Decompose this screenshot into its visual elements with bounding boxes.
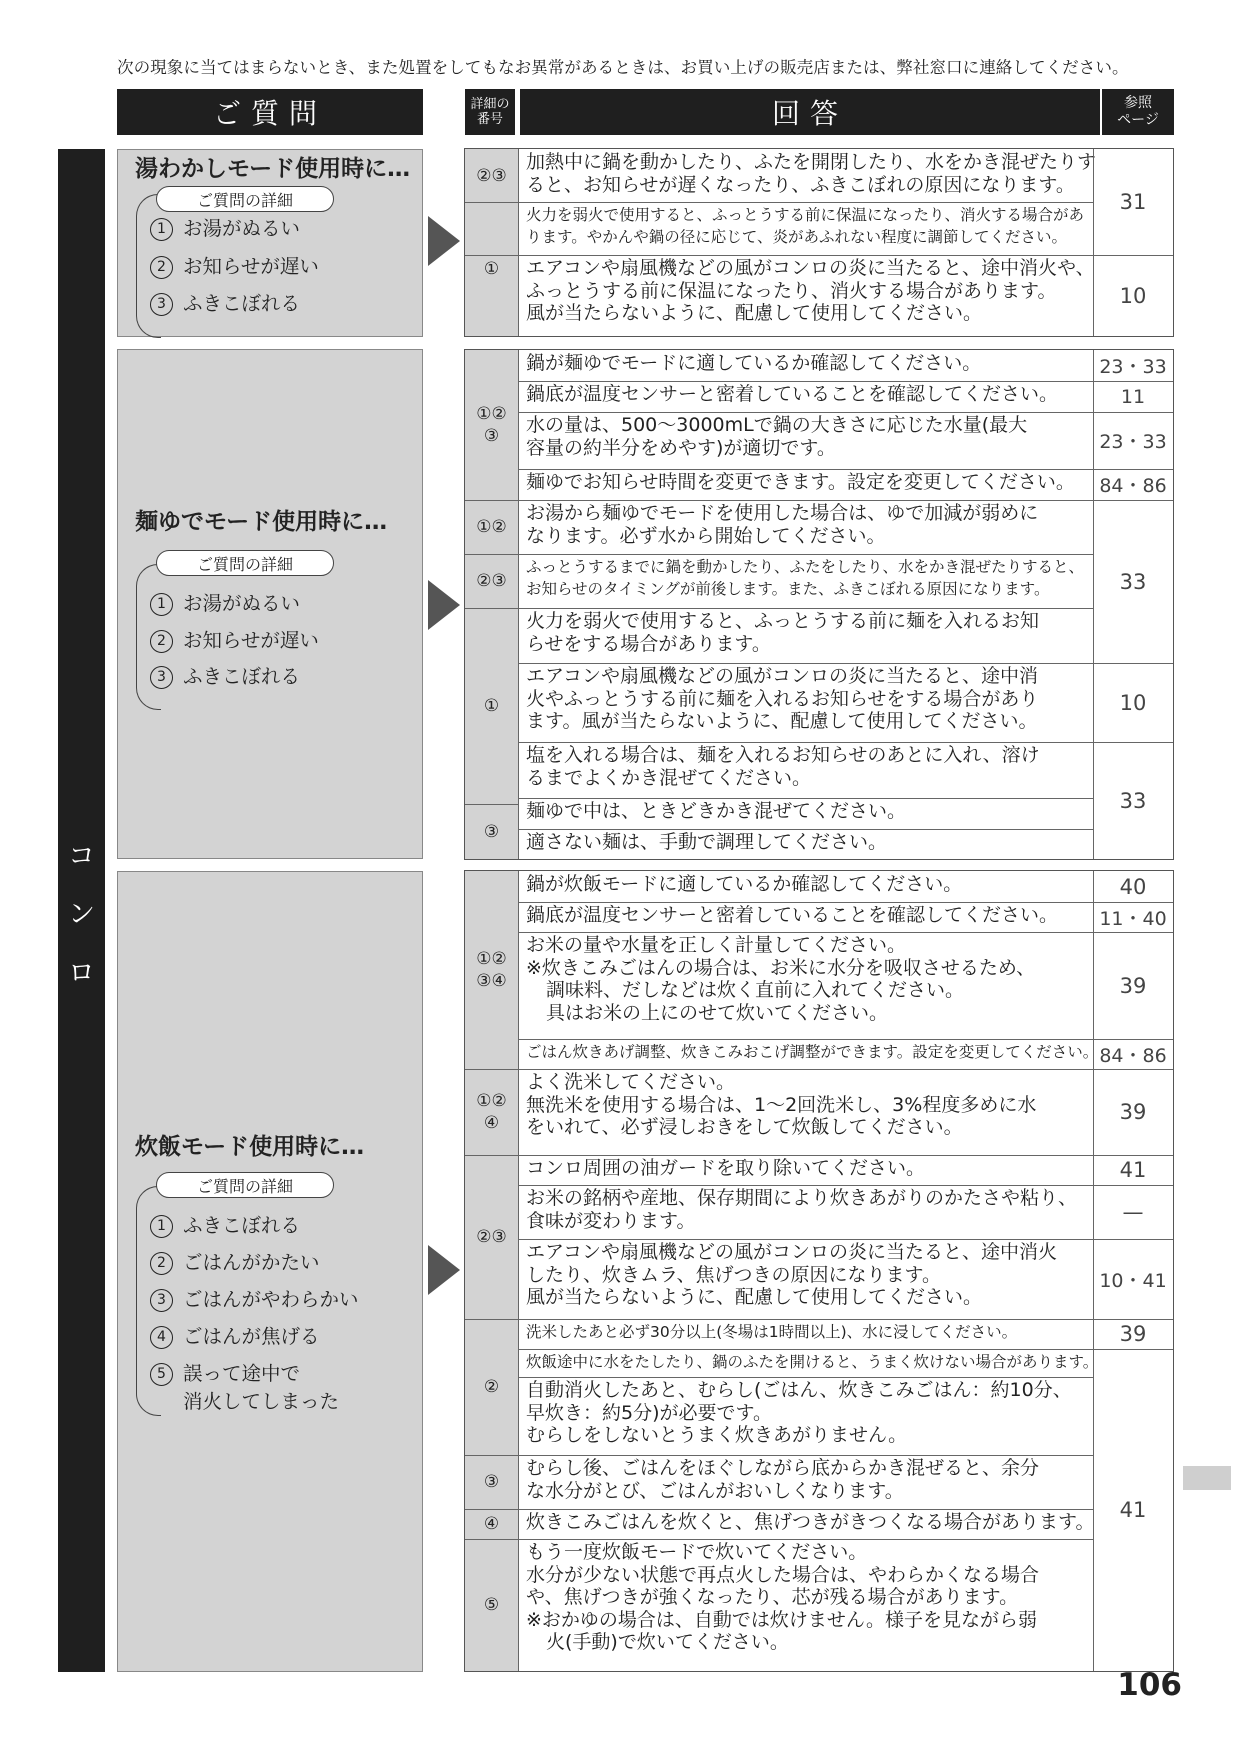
answer-line: 無洗米を使用する場合は、1〜2回洗米し、3%程度多めに水 — [526, 1093, 1037, 1116]
answer-line: 具はお米の上にのせて炊いてください。 — [546, 1001, 889, 1024]
item-text: ふきこぼれる — [183, 665, 301, 688]
detail-label: ご質問の詳細 — [156, 1172, 334, 1198]
answer-cell — [518, 932, 1093, 1039]
question-item — [150, 253, 319, 280]
answer-line: 風が当たらないように、配慮して使用してください。 — [526, 302, 983, 324]
answer-line: 容量の約半分をめやす)が適切です。 — [526, 436, 836, 459]
reference-page-cell: 11・40 — [1099, 907, 1167, 930]
divider — [518, 1349, 1173, 1350]
answer-line: エアコンや扇風機などの風がコンロの炎に当たると、途中消火 — [526, 1241, 1058, 1263]
answer-cell — [518, 1155, 1093, 1185]
detail-number-cell: ③ — [465, 804, 518, 859]
divider — [465, 608, 1093, 609]
reference-page-cell: 41 — [1119, 1158, 1147, 1182]
question-item — [150, 290, 300, 317]
divider — [465, 1539, 1093, 1540]
divider — [465, 1509, 1093, 1510]
answer-grid-rice — [464, 870, 1174, 1672]
divider — [465, 804, 518, 805]
answer-line: ふっとうするまでに鍋を動かしたり、ふたをしたり、水をかき混ぜたりすると、 — [526, 558, 1085, 576]
question-item — [150, 1360, 300, 1387]
header-detail-number — [465, 89, 515, 135]
answer-line: したり、炊きムラ、焦げつきの原因になります。 — [526, 1263, 941, 1286]
item-text: お湯がぬるい — [183, 592, 301, 615]
answer-line: 火力を弱火で使用すると、ふっとうする前に麺を入れるお知 — [526, 610, 1040, 632]
item-text: ふきこぼれる — [183, 1214, 301, 1237]
reference-page-cell: 39 — [1119, 1322, 1147, 1346]
item-number: 3 — [150, 666, 173, 689]
answer-cell — [518, 1069, 1093, 1155]
sidebar-char: ロ — [68, 958, 95, 989]
answer-line: 火力を弱火で使用すると、ふっとうする前に保温になったり、消火する場合があ — [526, 206, 1085, 224]
answer-line: ります。やかんや鍋の径に応じて、炎があふれない程度に調節してください。 — [526, 228, 1067, 246]
answer-cell — [518, 469, 1093, 500]
divider — [518, 798, 1093, 799]
item-number: 2 — [150, 256, 173, 279]
question-item — [150, 663, 300, 690]
reference-page-cell: 39 — [1119, 1100, 1147, 1124]
item-number: 4 — [150, 1326, 173, 1349]
answer-cell — [518, 742, 1093, 798]
divider — [465, 1319, 1173, 1320]
divider — [1093, 149, 1094, 336]
detail-number-cell: ③ — [465, 1455, 518, 1509]
answer-cell — [518, 350, 1093, 381]
question-title: 湯わかしモード使用時に… — [135, 156, 411, 182]
answer-cell — [518, 608, 1093, 663]
answer-line: 麺ゆでお知らせ時間を変更できます。設定を変更してください。 — [526, 471, 1075, 493]
answer-line: な水分がとび、ごはんがおいしくなります。 — [526, 1479, 904, 1502]
answer-line: 鍋が麺ゆでモードに適しているか確認してください。 — [526, 352, 982, 374]
reference-page-cell: 41 — [1119, 1498, 1147, 1522]
detail-number-cell: ⑤ — [465, 1539, 518, 1671]
item-text: ふきこぼれる — [183, 292, 301, 315]
divider — [518, 350, 519, 859]
question-item-continued: 消火してしまった — [183, 1390, 340, 1413]
item-text: お知らせが遅い — [183, 629, 319, 652]
question-item — [150, 590, 300, 617]
answer-line: お知らせのタイミングが前後します。また、ふきこぼれる原因になります。 — [526, 580, 1050, 598]
answer-cell — [518, 1455, 1093, 1509]
answer-line: 水分が少ない状態で再点火した場合は、やわらかくなる場合 — [526, 1563, 1040, 1586]
answer-cell — [518, 1377, 1093, 1455]
divider — [518, 1377, 1093, 1378]
answer-cell — [518, 149, 1097, 202]
reference-page-cell: 33 — [1119, 788, 1147, 813]
header-reference-page — [1102, 89, 1174, 135]
item-number: 5 — [150, 1363, 173, 1386]
item-text: お湯がぬるい — [183, 217, 301, 240]
answer-line: 適さない麺は、手動で調理してください。 — [526, 831, 888, 853]
item-number: 1 — [150, 593, 173, 616]
reference-page-cell: 39 — [1119, 973, 1147, 998]
answer-cell — [518, 1319, 1093, 1349]
question-box-noodle — [117, 349, 423, 859]
reference-page-cell: 10 — [1119, 283, 1147, 308]
reference-page-cell: 10・41 — [1099, 1269, 1167, 1292]
divider — [518, 149, 519, 336]
answer-cell — [518, 1185, 1093, 1239]
divider — [465, 1069, 1173, 1070]
reference-page-cell: 33 — [1119, 569, 1147, 594]
detail-number-cell: ④ — [465, 1509, 518, 1539]
divider — [518, 902, 1173, 903]
answer-line: 水の量は、500〜3000mLで鍋の大きさに応じた水量(最大 — [526, 414, 1028, 436]
divider — [518, 1039, 1173, 1040]
answer-line: コンロ周囲の油ガードを取り除いてください。 — [526, 1157, 926, 1179]
header-reference-page-line1: 参照 — [1124, 95, 1152, 111]
divider — [518, 381, 1173, 382]
detail-number-cell: ①② — [465, 500, 518, 554]
item-number: 3 — [150, 293, 173, 316]
divider — [1093, 871, 1094, 1671]
answer-line: 鍋底が温度センサーと密着していることを確認してください。 — [526, 383, 1059, 405]
item-text: ごはんがかたい — [183, 1251, 320, 1274]
detail-label: ご質問の詳細 — [156, 186, 334, 212]
answer-line: 炊きこみごはんを炊くと、焦げつきがきつくなる場合があります。 — [526, 1511, 1095, 1533]
sidebar-char: ン — [68, 899, 95, 930]
answer-cell — [518, 829, 1093, 859]
detail-number-cell: ①② ④ — [465, 1069, 518, 1155]
answer-line: や、焦げつきが強くなったり、芯が残る場合があります。 — [526, 1586, 1019, 1608]
question-item — [150, 1323, 320, 1350]
arrow-icon — [428, 580, 460, 630]
divider — [518, 829, 1093, 830]
divider — [465, 255, 1173, 256]
answer-line: 洗米したあと必ず30分以上(冬場は1時間以上)、水に浸してください。 — [526, 1323, 1018, 1341]
answer-cell — [518, 798, 1093, 829]
answer-line: よく洗米してください。 — [526, 1071, 736, 1093]
reference-page-cell: 40 — [1119, 874, 1147, 899]
answer-line: 炊飯途中に水をたしたり、鍋のふたを開けると、うまく炊けない場合があります。 — [526, 1353, 1099, 1371]
answer-cell — [518, 1349, 1099, 1377]
answer-line: ふっとうする前に保温になったり、消火する場合があります。 — [526, 279, 1057, 302]
item-text: ごはんが焦げる — [183, 1325, 320, 1348]
detail-number-cell: ① — [465, 202, 518, 336]
question-title: 麺ゆでモード使用時に… — [135, 509, 388, 535]
divider — [465, 202, 1093, 203]
answer-cell — [518, 412, 1093, 469]
divider — [518, 871, 519, 1671]
answer-line: なります。必ず水から開始してください。 — [526, 524, 886, 547]
divider — [465, 554, 1093, 555]
answer-cell — [518, 663, 1093, 742]
divider — [1093, 350, 1094, 859]
answer-grid-noodle — [464, 349, 1174, 860]
item-number: 2 — [150, 1252, 173, 1275]
intro-text: 次の現象に当てはまらないとき、また処置をしてもなお異常があるときは、お買い上げの販売店または、弊社窓口に連絡してください。 — [117, 58, 1129, 77]
answer-line: をいれて、必ず浸しおきをして炊飯してください。 — [526, 1116, 963, 1138]
arrow-icon — [428, 1245, 460, 1295]
divider — [518, 742, 1173, 743]
divider — [518, 663, 1173, 664]
answer-line: らせをする場合があります。 — [526, 632, 771, 655]
detail-number-cell: ②③ — [465, 554, 518, 608]
answer-line: 加熱中に鍋を動かしたり、ふたを開閉したり、水をかき混ぜたりす — [526, 151, 1097, 173]
question-item — [150, 1286, 359, 1313]
sidebar-char: コ — [68, 841, 95, 872]
answer-cell — [518, 500, 1093, 554]
answer-line: 火やふっとうする前に麺を入れるお知らせをする場合があり — [526, 687, 1039, 710]
answer-line: お米の量や水量を正しく計量してください。 — [526, 934, 907, 956]
answer-line: お湯から麺ゆでモードを使用した場合は、ゆで加減が弱めに — [526, 502, 1039, 524]
answer-line: 調味料、だしなどは炊く直前に入れてください。 — [546, 979, 965, 1001]
reference-page-cell: 11 — [1120, 385, 1146, 408]
item-text: ごはんがやわらかい — [183, 1288, 359, 1311]
header-detail-number-line1: 詳細の — [470, 97, 510, 112]
page-number: 106 — [1117, 1667, 1182, 1703]
answer-line: エアコンや扇風機などの風がコンロの炎に当たると、途中消 — [526, 665, 1039, 687]
answer-line: 火(手動)で炊いてください。 — [546, 1631, 789, 1653]
reference-page-cell: 31 — [1119, 190, 1147, 214]
divider — [518, 1185, 1173, 1186]
detail-number-cell: ① — [465, 608, 518, 804]
question-box-rice — [117, 871, 423, 1672]
item-text: お知らせが遅い — [183, 255, 319, 278]
question-title: 炊飯モード使用時に… — [135, 1134, 365, 1160]
answer-cell — [518, 871, 1093, 902]
item-number: 1 — [150, 218, 173, 241]
reference-page-cell: 84・86 — [1099, 1044, 1167, 1067]
detail-number-cell: ②③ — [465, 149, 518, 202]
answer-line: ます。風が当たらないように、配慮して使用してください。 — [526, 710, 1038, 732]
answer-line: 鍋底が温度センサーと密着していることを確認してください。 — [526, 904, 1059, 926]
answer-cell — [518, 381, 1093, 412]
header-answer: 回答 — [520, 89, 1100, 135]
answer-cell — [518, 554, 1093, 608]
reference-page-cell: 23・33 — [1099, 356, 1167, 378]
answer-line: 麺ゆで中は、ときどきかき混ぜてください。 — [526, 800, 907, 822]
answer-line: むらし後、ごはんをほぐしながら底からかき混ぜると、余分 — [526, 1457, 1040, 1479]
answer-line: ると、お知らせが遅くなったり、ふきこぼれの原因になります。 — [526, 173, 1075, 196]
answer-cell — [518, 1509, 1093, 1539]
divider — [518, 412, 1173, 413]
answer-cell — [518, 1039, 1099, 1069]
header-question: ご質問 — [117, 89, 423, 135]
answer-cell — [518, 1239, 1093, 1319]
item-number: 2 — [150, 630, 173, 653]
item-text: 誤って途中で — [183, 1362, 301, 1385]
answer-line: ※炊きこみごはんの場合は、お米に水分を吸収させるため、 — [526, 956, 1036, 979]
divider — [518, 469, 1173, 470]
answer-line: もう一度炊飯モードで炊いてください。 — [526, 1541, 868, 1563]
reference-page-cell: — — [1122, 1200, 1144, 1224]
detail-label: ご質問の詳細 — [156, 550, 334, 576]
header-reference-page-line2: ページ — [1117, 112, 1159, 128]
answer-cell — [518, 202, 1093, 255]
divider — [465, 1155, 1173, 1156]
question-item — [150, 215, 300, 242]
answer-cell — [518, 902, 1093, 932]
reference-page-cell: 10 — [1119, 690, 1147, 715]
answer-line: エアコンや扇風機などの風がコンロの炎に当たると、途中消火や、 — [526, 257, 1095, 279]
header-detail-number-line2: 番号 — [476, 112, 503, 127]
page-edge-tab — [1183, 1466, 1231, 1490]
answer-line: 鍋が炊飯モードに適しているか確認してください。 — [526, 873, 963, 895]
divider — [518, 1239, 1173, 1240]
question-box-kettle — [117, 149, 423, 337]
answer-line: 早炊き：約5分)が必要です。 — [526, 1401, 772, 1424]
answer-line: 食味が変わります。 — [526, 1209, 696, 1232]
reference-page-cell: 23・33 — [1099, 431, 1167, 453]
answer-line: 自動消火したあと、むらし(ごはん、炊きこみごはん：約10分、 — [526, 1379, 1072, 1401]
answer-line: 風が当たらないように、配慮して使用してください。 — [526, 1286, 983, 1308]
answer-line: るまでよくかき混ぜてください。 — [526, 766, 812, 789]
divider — [518, 932, 1173, 933]
item-number: 1 — [150, 1215, 173, 1238]
arrow-icon — [428, 216, 460, 266]
answer-line: ※おかゆの場合は、自動では炊けません。様子を見ながら弱 — [526, 1608, 1038, 1631]
answer-cell — [518, 255, 1093, 336]
question-item — [150, 627, 319, 654]
answer-line: お米の銘柄や産地、保存期間により炊きあがりのかたさや粘り、 — [526, 1187, 1078, 1209]
detail-number-cell: ②③ — [465, 1155, 518, 1319]
detail-number-cell: ①② ③④ — [465, 871, 518, 1069]
detail-number-cell: ② — [465, 1319, 518, 1455]
question-item — [150, 1249, 320, 1276]
item-number: 3 — [150, 1289, 173, 1312]
answer-grid-kettle — [464, 148, 1174, 337]
answer-line: 塩を入れる場合は、麺を入れるお知らせのあとに入れ、溶け — [526, 744, 1040, 766]
question-item — [150, 1212, 300, 1239]
answer-line: ごはん炊きあげ調整、炊きこみおこげ調整ができます。設定を変更してください。 — [526, 1043, 1099, 1061]
answer-line: むらしをしないとうまく炊きあがりません。 — [526, 1424, 908, 1446]
reference-page-cell: 84・86 — [1099, 475, 1167, 497]
divider — [465, 500, 1173, 501]
detail-number-cell: ①② ③ — [465, 350, 518, 500]
answer-cell — [518, 1539, 1093, 1671]
divider — [465, 1455, 1093, 1456]
